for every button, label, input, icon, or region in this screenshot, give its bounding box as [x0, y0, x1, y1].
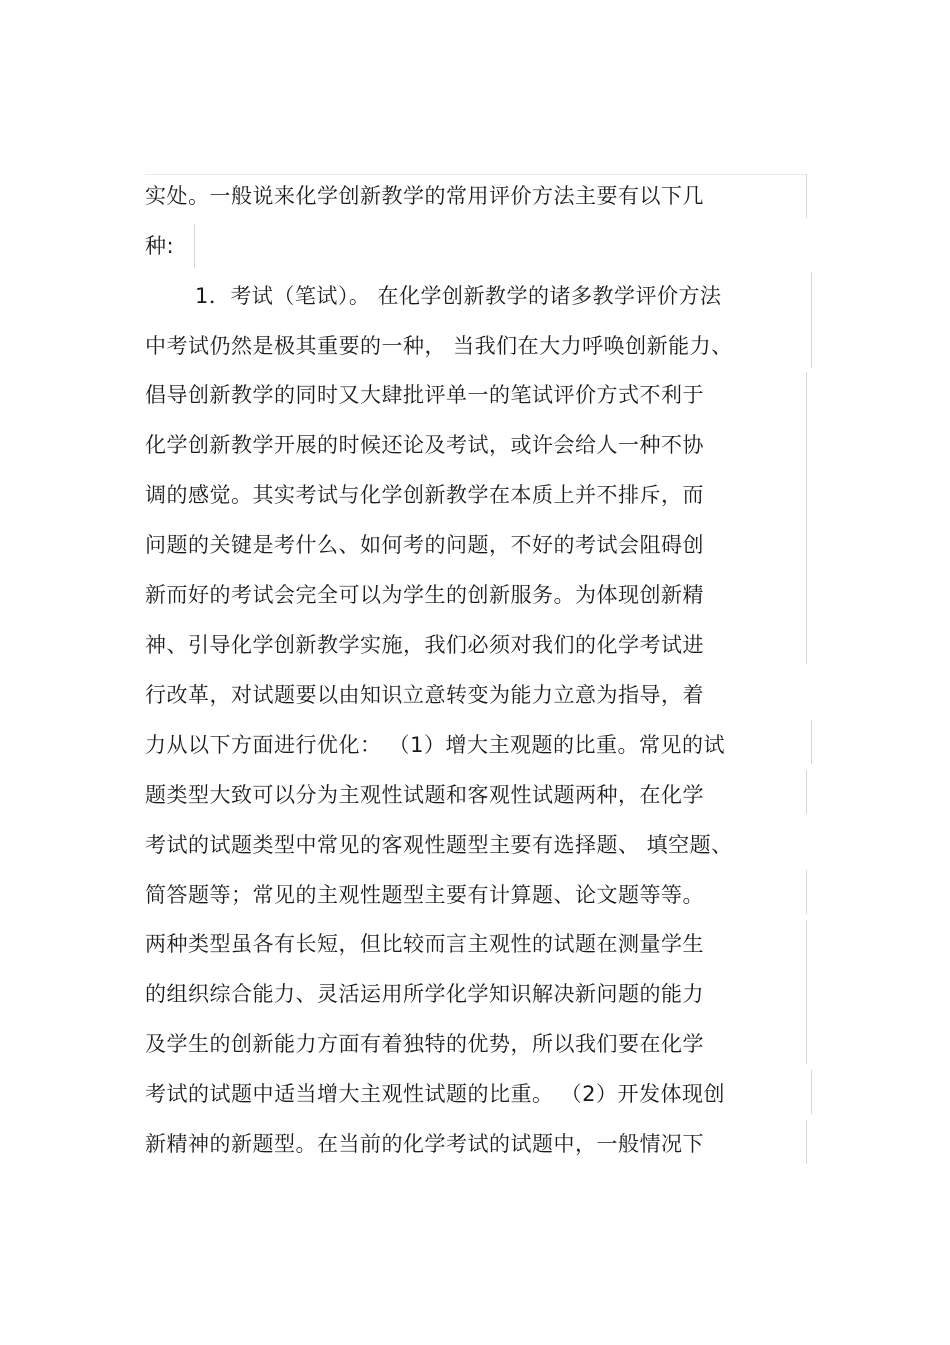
right-border-line-6	[806, 770, 807, 814]
text-line-6: 化学创新教学开展的时候还论及考试，或许会给人一种不协	[145, 433, 704, 457]
right-border-line-8	[806, 920, 807, 1064]
text-line-9: 新而好的考试会完全可以为学生的创新服务。为体现创新精	[145, 583, 704, 607]
text-line-13: 题类型大致可以分为主观性试题和客观性试题两种，在化学	[145, 783, 704, 807]
right-border-line-2	[194, 224, 195, 268]
text-line-1: 实处。一般说来化学创新教学的常用评价方法主要有以下几	[145, 184, 704, 208]
right-border-line-4	[806, 372, 807, 664]
text-line-18: 及学生的创新能力方面有着独特的优势，所以我们要在化学	[145, 1032, 704, 1056]
right-border-line-9	[811, 1070, 812, 1114]
text-line-15: 简答题等；常见的主观性题型主要有计算题、论文题等等。	[145, 883, 704, 907]
text-line-14: 考试的试题类型中常见的客观性题型主要有选择题、 填空题、	[145, 833, 733, 857]
text-line-2: 种:	[145, 234, 175, 258]
right-border-line-10	[806, 1120, 807, 1164]
text-line-10: 神、引导化学创新教学实施，我们必须对我们的化学考试进	[145, 633, 704, 657]
text-line-20: 新精神的新题型。在当前的化学考试的试题中，一般情况下	[145, 1132, 704, 1156]
right-border-line-7	[806, 870, 807, 914]
right-border-line-1	[806, 174, 807, 218]
text-line-12: 力从以下方面进行优化： （1）增大主观题的比重。常见的试	[145, 733, 726, 757]
right-border-line-3	[811, 272, 812, 368]
text-line-16: 两种类型虽各有长短，但比较而言主观性的试题在测量学生	[145, 932, 704, 956]
text-line-17: 的组织综合能力、灵活运用所学化学知识解决新问题的能力	[145, 982, 704, 1006]
right-border-line-5	[811, 720, 812, 764]
text-line-7: 调的感觉。其实考试与化学创新教学在本质上并不排斥，而	[145, 483, 704, 507]
text-line-4: 中考试仍然是极其重要的一种， 当我们在大力呼唤创新能力、	[145, 334, 733, 358]
text-line-8: 问题的关键是考什么、如何考的问题，不好的考试会阻碍创	[145, 533, 704, 557]
text-line-19: 考试的试题中适当增大主观性试题的比重。 （2）开发体现创	[145, 1082, 726, 1106]
text-line-3: 1．考试（笔试）。 在化学创新教学的诸多教学评价方法	[195, 284, 722, 308]
text-line-11: 行改革，对试题要以由知识立意转变为能力立意为指导，着	[145, 683, 704, 707]
text-line-5: 倡导创新教学的同时又大肆批评单一的笔试评价方式不利于	[145, 383, 704, 407]
